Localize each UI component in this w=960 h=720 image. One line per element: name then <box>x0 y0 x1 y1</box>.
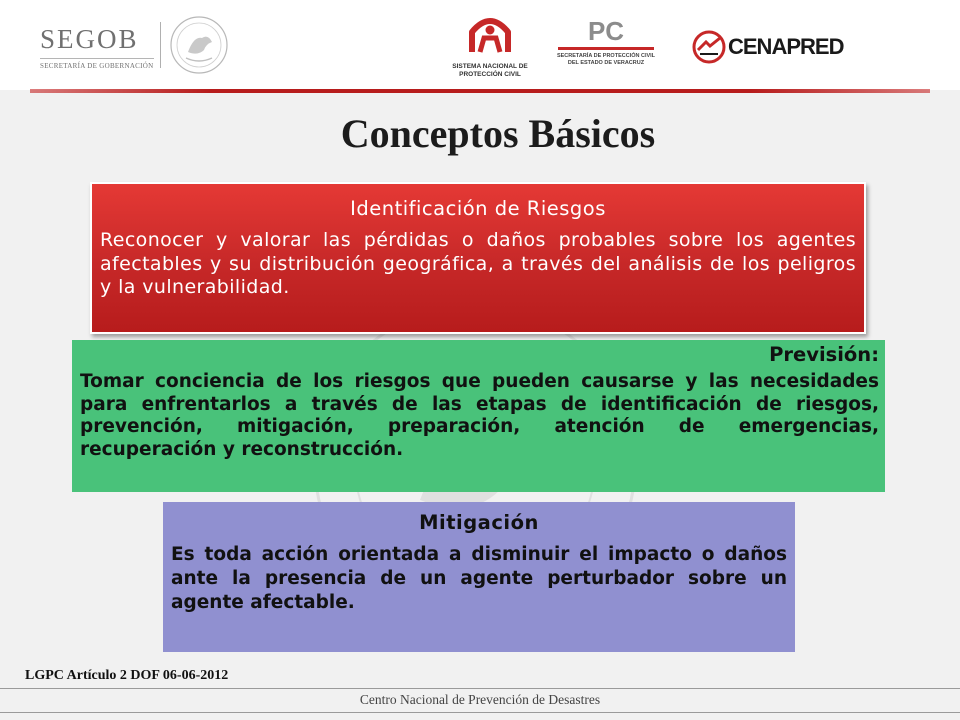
header-bar <box>0 0 960 90</box>
concept-definition: Reconocer y valorar las pérdidas o daños probables sobre los agentes afectables y su distribución geográfica, a través del análisis de los peligros y la vulnerabilidad. <box>100 229 856 299</box>
legal-citation: LGPC Artículo 2 DOF 06-06-2012 <box>25 668 229 683</box>
header-divider <box>30 89 930 93</box>
snpc-name <box>440 63 540 79</box>
pc-accent-bar <box>558 47 654 50</box>
concept-box-prevision <box>72 340 885 492</box>
snpc-line-1: SISTEMA NACIONAL DE <box>452 63 528 70</box>
slide-title: Conceptos Básicos <box>340 111 656 156</box>
cenapred-wordmark: CENAPRED <box>728 34 844 59</box>
concept-box-mitigacion <box>163 502 795 652</box>
cenapred-emblem-icon <box>692 30 726 64</box>
footer-divider <box>0 688 960 689</box>
segob-wordmark: SEGOB <box>40 24 139 54</box>
pc-line-1: SECRETARÍA DE PROTECCIÓN CIVIL <box>556 53 656 59</box>
concept-definition: Es toda acción orientada a disminuir el impacto o daños ante la presencia de un agente perturbador sobre un agente afectable. <box>171 544 787 613</box>
pc-veracruz-logo <box>552 18 660 67</box>
segob-logo <box>40 26 154 70</box>
concept-definition: Tomar conciencia de los riesgos que pueden causarse y las necesidades para enfrentarlos a través de las etapas de identificación de riesgos, prevención, mitigación, preparación, atención de emergencias, recuperación y reconstrucción. <box>80 371 879 460</box>
protection-triangle-icon <box>466 12 514 56</box>
snpc-line-2: PROTECCIÓN CIVIL <box>459 70 521 78</box>
snpc-logo <box>440 12 540 79</box>
concept-heading: Previsión: <box>769 343 879 366</box>
footer-text: Centro Nacional de Prevención de Desastres <box>359 692 601 707</box>
national-seal-icon <box>168 14 230 81</box>
concept-heading: Mitigación <box>419 511 539 534</box>
pc-subtitle <box>552 53 660 67</box>
cenapred-logo <box>692 30 843 64</box>
concept-box-identificacion <box>90 182 866 334</box>
pc-wordmark: PC <box>587 16 625 46</box>
footer-divider-bottom <box>0 712 960 713</box>
pc-line-2: DEL ESTADO DE VERACRUZ <box>567 59 645 66</box>
segob-subtitle: SECRETARÍA DE GOBERNACIÓN <box>40 58 154 70</box>
logo-divider <box>160 22 161 68</box>
concept-heading: Identificación de Riesgos <box>350 197 606 220</box>
